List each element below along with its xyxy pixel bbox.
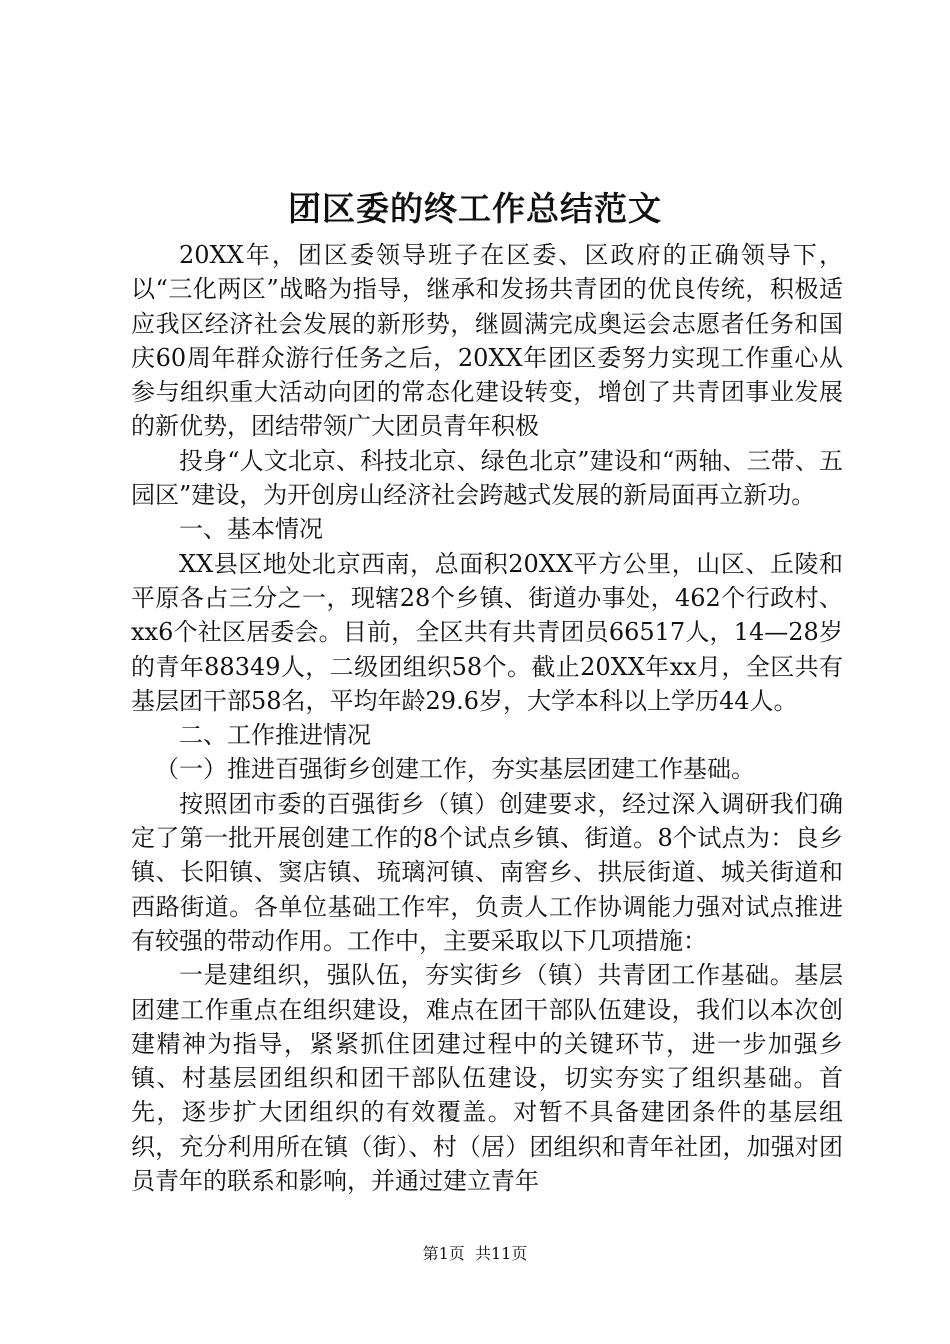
paragraph-organization-building: 一是建组织，强队伍，夯实街乡（镇）共青团工作基础。基层团建工作重点在组织建设，难点在团干部队伍建设，我们以本次创建精神为指导，紧紧抓住团建过程中的关键环节，进一步加强乡镇、村基层团组织和团干部队伍建设，切实夯实了组织基础。首先，逐步扩大团组织的有效覆盖。对暂不具备建团条件的基层组织，充分利用所在镇（街）、村（居）团组织和青年社团，加强对团员青年的联系和影响，并通过建立青年 [131, 961, 843, 1196]
paragraph-intro-continued: 投身“人文北京、科技北京、绿色北京”建设和“两轴、三带、五园区”建设，为开创房山经济社会跨越式发展的新局面再立新功。 [131, 446, 843, 510]
page-footer [0, 1244, 950, 1264]
document-body [131, 238, 843, 1198]
page-number: 第1页 [422, 1244, 465, 1263]
section-heading-work-progress: 二、工作推进情况 [179, 721, 371, 750]
subsection-heading-1: （一）推进百强街乡创建工作，夯实基层团建工作基础。 [155, 755, 755, 784]
document-title: 团区委的终工作总结范文 [288, 189, 662, 228]
paragraph-pilot-towns: 按照团市委的百强街乡（镇）创建要求，经过深入调研我们确定了第一批开展创建工作的8个试点乡镇、街道。8个试点为：良乡镇、长阳镇、窦店镇、琉璃河镇、南窖乡、拱辰街道、城关街道和西路街道。各单位基础工作牢，负责人工作协调能力强对试点推进有较强的带动作用。工作中，主要采取以下几项措施： [131, 789, 843, 955]
paragraph-intro: 20XX年，团区委领导班子在区委、区政府的正确领导下，以“三化两区”战略为指导，继承和发扬共青团的优良传统，积极适应我区经济社会发展的新形势，继圆满完成奥运会志愿者任务和国庆60周年群众游行任务之后，20XX年团区委努力实现工作重心从参与组织重大活动向团的常态化建设转变，增创了共青团事业发展的新优势，团结带领广大团员青年积极 [131, 241, 843, 441]
page-total: 共11页 [474, 1244, 528, 1263]
paragraph-basic-situation: XX县区地处北京西南，总面积20XX平方公里，山区、丘陵和平原各占三分之一，现辖28个乡镇、街道办事处，462个行政村、xx6个社区居委会。目前，全区共有共青团员66517人，14—28岁的青年88349人，二级团组织58个。截止20XX年xx月，全区共有基层团干部58名，平均年龄29.6岁，大学本科以上学历44人。 [131, 549, 843, 715]
section-heading-basic-situation: 一、基本情况 [179, 515, 323, 544]
